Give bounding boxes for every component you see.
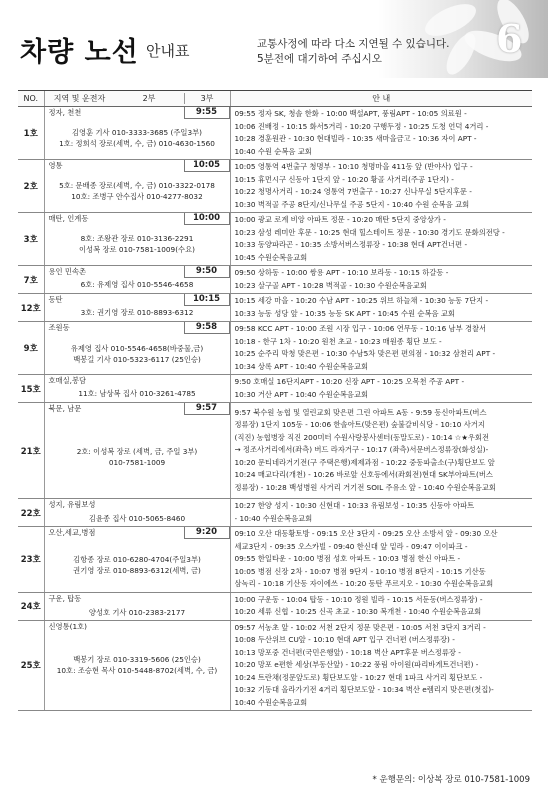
route-location-row — [45, 499, 230, 511]
stop-line: 10:05 병점 신장 2차 - 10:07 병점 9단지 - 10:10 병점 8단지 - 10:15 기산동 — [234, 566, 486, 576]
stop-line: 10:40 수원순복음교회 — [234, 697, 308, 707]
driver-contact: 이성복 장로 010-7581-1009(수요) — [78, 245, 195, 254]
driver-contact: 5호: 문배종 장로(세벽, 수, 금) 010-3322-0178 — [59, 181, 215, 190]
driver-list — [45, 415, 230, 468]
route-number: 24호 — [18, 592, 44, 620]
driver-contact: 유제영 집사 010-5546-4658(바중물,금) — [70, 344, 204, 353]
route-location-row — [45, 322, 230, 334]
route-table-body — [18, 107, 532, 711]
driver-contact: 백봉길 기사 010-5323-6117 (25인승) — [73, 355, 201, 364]
route-location: 구운, 탑동 — [48, 593, 82, 603]
route-region-cell — [44, 527, 230, 593]
stop-line: 10:34 상록 APT - 10:40 수원순복음교회 — [234, 361, 369, 371]
route-table — [18, 90, 532, 711]
driver-contact: 10호: 조병구 안수집사 010-4277-8032 — [71, 192, 203, 201]
route-region-cell — [44, 294, 230, 322]
stop-line: 10:20 망포 e편한 세상(부동산앞) - 10:22 풍림 아이원(파리바게트건너편) - — [234, 660, 479, 669]
route-location: 정자, 천천 — [48, 108, 82, 117]
stop-line: 10:27 한양 성지 - 10:30 신현대 - 10:33 유림보성 - 10:35 신동아 아파트 — [234, 501, 475, 510]
stop-line: 09:58 KCC APT - 10:00 조원 시장 입구 - 10:06 연무동 - 10:16 남부 경찰서 — [234, 324, 487, 333]
stop-line: 10:28 경훈원관 - 10:30 현대빌라 - 10:35 새마을금고 - 10:36 자이 APT - — [234, 134, 477, 143]
notice-line-2: 5분전에 대기하여 주십시오 — [257, 53, 382, 65]
notice-text — [257, 37, 449, 67]
stop-line: 삼녹리 - 10:18 기산동 자이에쓰 - 10:20 동탄 푸르지오 - 10:30 수원순복음교회 — [234, 579, 494, 588]
departure-time: 9:57 — [184, 403, 230, 415]
header-service-2: 2부 — [142, 94, 156, 103]
route-region-cell — [44, 403, 230, 499]
route-number: 7호 — [18, 266, 44, 294]
stop-line: 10:13 망포중 건너편(국민은행앞) - 10:18 벽산 APT후문 버스정류장 - — [234, 647, 461, 657]
driver-list — [45, 225, 230, 255]
stop-line: 10:33 동양파라곤 - 10:35 소방서버스정류장 - 10:38 현대 APT건너편 - — [234, 240, 468, 249]
driver-contact: 김항종 장로 010-6280-4704(주일3부) — [73, 555, 201, 564]
stop-line: 10:40 수원 순복음 교회 — [234, 146, 312, 156]
driver-list — [45, 511, 230, 524]
route-number: 25호 — [18, 620, 44, 711]
header-service-3: 3부 — [184, 93, 230, 104]
stop-line: 09:55 한일타운 - 10:00 병점 성호 아파트 - 10:03 병점 한신 아파트 - — [234, 554, 461, 563]
route-region-cell — [44, 620, 230, 711]
stop-line: 09:50 상하동 - 10:00 쌍용 APT - 10:10 보라동 - 10:15 하갈동 - — [234, 268, 449, 277]
route-location: 북문, 남문 — [48, 404, 82, 413]
table-row — [18, 499, 532, 527]
route-location-row — [45, 621, 230, 633]
stop-line: 10:08 두산위브 CU앞 - 10:10 현대 APT 입구 건너편 (버스정류장) - — [234, 635, 455, 644]
table-header-row — [18, 91, 532, 107]
stop-line: - 10:40 수원순복음교회 — [234, 513, 313, 523]
route-number: 9호 — [18, 322, 44, 375]
route-stops — [230, 107, 532, 160]
driver-contact: 11호: 남상복 집사 010-3261-4785 — [78, 389, 196, 398]
route-stops — [230, 375, 532, 403]
page-title: 차량 노선 — [20, 37, 139, 68]
driver-contact: 1호: 정희석 장로(세벽, 수, 금) 010-4630-1560 — [59, 139, 215, 148]
route-region-cell — [44, 160, 230, 213]
stop-line: 10:15 휴먼시구 신동아 1단지 앞 - 10:20 황골 사거리(주공 1단지) - — [234, 174, 454, 184]
driver-contact: 10호: 조승현 목사 010-5448-8702(세벽, 수, 금) — [56, 665, 218, 675]
stop-line: 9:50 호매실 16단지APT - 10:20 신장 APT - 10:25 오목천 주공 APT - — [234, 377, 465, 386]
route-number: 1호 — [18, 107, 44, 160]
route-location: 매탄, 인계동 — [48, 214, 89, 223]
driver-list — [45, 334, 230, 365]
departure-time: 9:58 — [184, 322, 230, 334]
route-region-cell — [44, 213, 230, 266]
stop-line: 10:18 - 한구 1차 - 10:20 원천 초교 - 10:23 매원종 횡단 보도 - — [234, 336, 442, 346]
departure-time: 10:05 — [184, 160, 230, 172]
route-location: 동탄 — [48, 295, 63, 304]
driver-list — [45, 278, 230, 290]
notice-line-1: 교통사정에 따라 다소 지연될 수 있습니다. — [257, 38, 450, 50]
stop-line: 10:06 진배정 - 10:15 화서5거리 - 10:20 구행두정 - 10:25 도청 언덕 4거리 - — [234, 121, 489, 131]
header-banner — [0, 0, 548, 78]
driver-contact: 8호: 조왕관 장로 010-3136-2291 — [80, 234, 194, 243]
stop-line: 10:30 거산 APT - 10:40 수원순복음교회 — [234, 389, 369, 399]
table-row — [18, 592, 532, 620]
stop-line: 10:23 살구골 APT - 10:28 벽적골 - 10:30 수원순복음교회 — [234, 280, 427, 290]
stop-line: 09:55 정자 SK, 청솔 한화 - 10:00 백설APT, 풍림APT - 10:05 의료원 - — [234, 109, 467, 118]
stop-line: 10:30 벽적골 주공 8단지/신나무실 주공 5단지 - 10:40 수원 순복음 교회 — [234, 199, 470, 209]
badge-number: 6 — [496, 16, 523, 61]
driver-contact: 양성호 기사 010-2383-2177 — [88, 607, 186, 617]
stop-line: 10:32 기동대 올라가기전 4거리 횡단보도앞 - 10:34 벽산 e렘리지 맞은편(첫집)- — [234, 685, 494, 694]
stop-line: 09:57 서농초 앞 - 10:02 서천 2단지 정문 맞은편 - 10:05 서천 3단지 3거리 - — [234, 622, 486, 632]
departure-time: 9:20 — [184, 527, 230, 539]
driver-list — [45, 306, 230, 318]
departure-time: 10:00 — [184, 213, 230, 225]
contact-footer: * 운행문의: 이상복 장로 010-7581-1009 — [372, 775, 530, 785]
route-location: 호매실,봉담 — [48, 376, 87, 385]
header-info: 안 내 — [230, 91, 532, 107]
stop-line: 정류장) - 10:28 백성병원 사거리 거기전 SOIL 주유소 앞 - 10:40 수원순복음교회 — [234, 482, 496, 492]
table-row — [18, 213, 532, 266]
route-stops — [230, 294, 532, 322]
stop-line: 10:33 능동 성당 앞 - 10:35 능동 SK APT - 10:45 수원 순복음 교회 — [234, 308, 455, 318]
driver-contact: 백봉기 장로 010-3319-5606 (25인승) — [73, 654, 201, 664]
driver-contact: 6호: 유제영 집사 010-5546-4658 — [80, 280, 194, 289]
header-region — [44, 91, 230, 107]
route-location: 오산,세교,병점 — [48, 528, 96, 537]
page-subtitle: 안내표 — [146, 42, 190, 60]
table-row — [18, 527, 532, 593]
stop-line: 10:00 구운동 - 10:04 탑동 - 10:10 정원 빌라 - 10:15 서둔동(버스정류장) - — [234, 594, 483, 604]
stop-line: 10:20 문티네라거기전(구 주택은행)제제과점 - 10:22 중동파출소(구)횡단보도 앞 — [234, 457, 495, 467]
header-no: NO. — [18, 91, 44, 107]
route-region-cell — [44, 499, 230, 527]
table-row — [18, 375, 532, 403]
stop-line: 10:22 청명사거리 - 10:24 영통역 7번출구 - 10:27 신나무실 5단지후문 - — [234, 187, 472, 196]
route-location-row — [45, 213, 230, 225]
route-stops — [230, 620, 532, 711]
driver-contact: 010-7581-1009 — [108, 458, 166, 467]
driver-list — [45, 119, 230, 149]
route-stops — [230, 322, 532, 375]
route-number: 3호 — [18, 213, 44, 266]
table-row — [18, 107, 532, 160]
route-number: 15호 — [18, 375, 44, 403]
route-stops — [230, 592, 532, 620]
route-stops — [230, 499, 532, 527]
route-region-cell — [44, 592, 230, 620]
route-location: 신영통(1호) — [48, 621, 88, 631]
stop-line: 10:20 세류 신협 - 10:25 신곡 초교 - 10:30 복개천 - 10:40 수원순복음교회 — [234, 607, 482, 616]
stop-line: 정류장) 1단지 105동 - 10:06 한솔아트(맞은편) 숲불갈비식당 - 10:10 사거지 — [234, 420, 485, 430]
route-number: 21호 — [18, 403, 44, 499]
table-row — [18, 266, 532, 294]
route-location-row — [45, 294, 230, 306]
stop-line: 10:24 매교다리(개천) - 10:26 바로앞 신호등에서(좌회전)현대 SK부아파트(버스 — [234, 470, 493, 480]
driver-contact: 김영훈 기사 010-3333-3685 (주일3부) — [71, 128, 203, 137]
route-number: 12호 — [18, 294, 44, 322]
departure-time: 10:15 — [184, 294, 230, 306]
route-location-row — [45, 403, 230, 415]
stop-line: (직진) 농협병장 직진 200미터 수원사랑봉사센터(동말도로) - 10:14 ☆★우회전 — [234, 432, 490, 442]
table-row — [18, 294, 532, 322]
stop-line: 10:25 순주리 막청 맞은편 - 10:30 수남5차 맞은편 편의점 - 10:32 삼천리 APT - — [234, 349, 496, 358]
route-stops — [230, 403, 532, 499]
stop-line: 10:23 삼성 레미안 후문 - 10:25 현대 힐스테이트 정문 - 10:30 경기도 문화의전당 - — [234, 227, 505, 237]
stop-line: 09:10 오산 대동황토방 - 09:15 오산 3단지 - 09:25 오산 소방서 앞 - 09:30 오산 — [234, 529, 498, 538]
route-region-cell — [44, 107, 230, 160]
stop-line: → 정조사거리에서(좌측) 버드 라자거구 - 10:17 (좌측)서문버스정류장(화성실)- — [234, 445, 489, 455]
table-row — [18, 403, 532, 499]
stop-line: 10:24 트란채(정문앞도로) 횡단보도앞 - 10:27 현대 1파크 사거리 횡단보도 - — [234, 672, 483, 682]
driver-list — [45, 633, 230, 676]
stop-line: 10:15 세강 마을 - 10:20 수남 APT - 10:25 위브 하늘채 - 10:30 능동 7단지 - — [234, 296, 489, 305]
header-region-label: 지역 및 운전자 — [53, 94, 106, 103]
driver-contact: 2호: 이성복 장로 (세벽, 금, 주일 3부) — [76, 447, 198, 456]
route-number: 2호 — [18, 160, 44, 213]
route-location-row — [45, 107, 230, 119]
stop-line: 세교3단지 - 09:35 오스카빌 - 09:40 한신대 앞 밑라 - 09:47 이이파크 - — [234, 541, 468, 551]
stop-line: 10:05 영통역 4번출구 청명부 - 10:10 청명마을 411동 앞 (반야사) 입구 - — [234, 162, 473, 171]
route-location-row — [45, 527, 230, 539]
departure-time: 9:55 — [184, 107, 230, 119]
route-location: 영통 — [48, 161, 63, 170]
driver-contact: 권기영 장로 010-8893-6312(세벽, 금) — [73, 566, 201, 575]
route-location-row — [45, 160, 230, 172]
route-location: 용인 민속촌 — [48, 267, 87, 276]
driver-list — [45, 605, 230, 618]
stop-line: 10:00 광교 로계 비앙 아파트 정문 - 10:20 매탄 5단지 중앙상가 - — [234, 215, 446, 224]
route-region-cell — [44, 375, 230, 403]
route-region-cell — [44, 266, 230, 294]
driver-list — [45, 387, 230, 399]
stop-line: 9:57 북수원 농협 및 열린교회 맞은편 그린 아파트 A동 - 9:59 동신아파트(버스 — [234, 407, 487, 417]
driver-list — [45, 172, 230, 202]
table-row — [18, 322, 532, 375]
route-location-row — [45, 593, 230, 605]
route-stops — [230, 160, 532, 213]
route-location: 성지, 유림보성 — [48, 500, 96, 509]
driver-list — [45, 539, 230, 576]
driver-contact: 3호: 권기영 장로 010-8893-6312 — [80, 308, 194, 317]
route-stops — [230, 266, 532, 294]
route-stops — [230, 527, 532, 593]
stop-line: 10:45 수원순복음교회 — [234, 252, 308, 262]
departure-time: 9:50 — [184, 266, 230, 278]
driver-contact: 김윤종 집사 010-5065-8460 — [88, 514, 186, 523]
route-stops — [230, 213, 532, 266]
route-location-row — [45, 375, 230, 387]
route-location-row — [45, 266, 230, 278]
table-row — [18, 160, 532, 213]
route-location: 조원동 — [48, 323, 70, 332]
route-number: 23호 — [18, 527, 44, 593]
route-region-cell — [44, 322, 230, 375]
route-number: 22호 — [18, 499, 44, 527]
table-row — [18, 620, 532, 711]
